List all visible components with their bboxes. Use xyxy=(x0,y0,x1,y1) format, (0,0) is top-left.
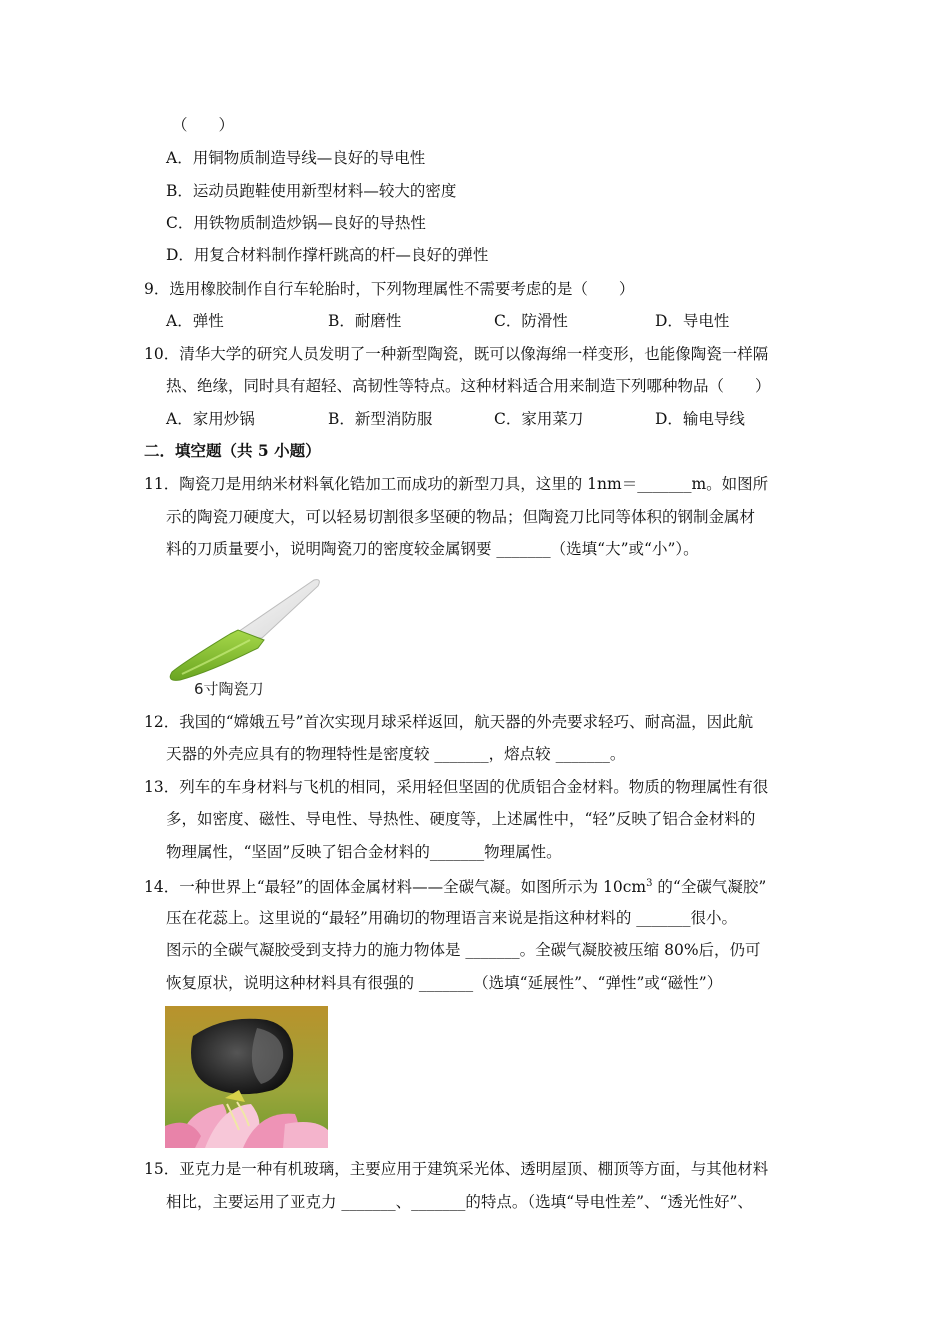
q14-stem-line2: 压在花蕊上。这里说的“最轻”用确切的物理语言来说是指这种材料的 _______很小。 xyxy=(166,909,738,927)
ceramic-knife-caption: 6寸陶瓷刀 xyxy=(194,680,264,698)
q15-stem-line2: 相比，主要运用了亚克力 _______、_______的特点。（选填“导电性差”、“透光性好”、 xyxy=(166,1193,753,1211)
q15-stem-line1: 15．亚克力是一种有机玻璃，主要应用于建筑采光体、透明屋顶、棚顶等方面，与其他材料 xyxy=(144,1160,769,1178)
q13-stem-line1: 13．列车的车身材料与飞机的相同，采用轻但坚固的优质铝合金材料。物质的物理属性有很 xyxy=(144,778,769,796)
q13-stem-line3: 物理属性，“坚固”反映了铝合金材料的_______物理属性。 xyxy=(166,843,562,861)
q10-option-a: A．家用炒锅 xyxy=(166,410,255,428)
q11-stem-line2: 示的陶瓷刀硬度大，可以轻易切割很多坚硬的物品；但陶瓷刀比同等体积的钢制金属材 xyxy=(166,508,756,526)
q14-line1-text: 14．一种世界上“最轻”的固体金属材料——全碳气凝。如图所示为 10cm xyxy=(144,878,647,897)
ceramic-knife-figure xyxy=(164,574,324,698)
q14-stem-line3: 图示的全碳气凝胶受到支持力的施力物体是 _______。全碳气凝胶被压缩 80%后，仍可 xyxy=(166,941,761,959)
q10-options xyxy=(0,408,950,430)
q8-option-d: D．用复合材料制作撑杆跳高的杆—良好的弹性 xyxy=(166,246,489,264)
q9-options xyxy=(0,310,950,332)
q8-option-a: A．用铜物质制造导线—良好的导电性 xyxy=(166,149,426,167)
q9-option-c: C．防滑性 xyxy=(494,312,568,330)
q13-stem-line2: 多，如密度、磁性、导电性、导热性、硬度等，上述属性中，“轻”反映了铝合金材料的 xyxy=(166,810,756,828)
q8-paren: （ ） xyxy=(172,116,235,134)
q10-stem-line1: 10．清华大学的研究人员发明了一种新型陶瓷，既可以像海绵一样变形，也能像陶瓷一样隔 xyxy=(144,345,769,363)
q14-stem-line4: 恢复原状，说明这种材料具有很强的 _______（选填“延展性”、“弹性”或“磁性”） xyxy=(166,974,723,992)
aerogel-flower-photo xyxy=(165,1006,328,1148)
q11-stem-line3: 料的刀质量要小，说明陶瓷刀的密度较金属钢要 _______（选填“大”或“小”）。 xyxy=(166,540,699,558)
q12-stem-line1: 12．我国的“嫦娥五号”首次实现月球采样返回，航天器的外壳要求轻巧、耐高温，因此航 xyxy=(144,713,754,731)
q14-line1-rest: 的“全碳气凝胶” xyxy=(652,878,767,897)
q10-option-b: B．新型消防服 xyxy=(328,410,433,428)
q9-stem: 9．选用橡胶制作自行车轮胎时，下列物理属性不需要考虑的是（ ） xyxy=(144,280,635,298)
q9-option-a: A．弹性 xyxy=(166,312,224,330)
aerogel-flower-illustration xyxy=(165,1006,328,1148)
q14-cubic-superscript: 3 xyxy=(646,878,653,889)
q8-option-c: C．用铁物质制造炒锅—良好的导热性 xyxy=(166,214,426,232)
q10-option-d: D．输电导线 xyxy=(655,410,745,428)
q10-option-c: C．家用菜刀 xyxy=(494,410,584,428)
q10-stem-line2: 热、绝缘，同时具有超轻、高韧性等特点。这种材料适合用来制造下列哪种物品（ ） xyxy=(166,377,771,395)
q8-option-b: B．运动员跑鞋使用新型材料—较大的密度 xyxy=(166,182,457,200)
q12-stem-line2: 天器的外壳应具有的物理特性是密度较 _______，熔点较 _______。 xyxy=(166,745,626,763)
q14-stem-line1 xyxy=(144,873,766,898)
q9-option-d: D．导电性 xyxy=(655,312,730,330)
section-heading: 二．填空题（共 5 小题） xyxy=(144,441,321,460)
q11-stem-line1: 11．陶瓷刀是用纳米材料氧化锆加工而成功的新型刀具，这里的 1nm＝_______m。如图所 xyxy=(144,475,769,493)
q9-option-b: B．耐磨性 xyxy=(328,312,402,330)
